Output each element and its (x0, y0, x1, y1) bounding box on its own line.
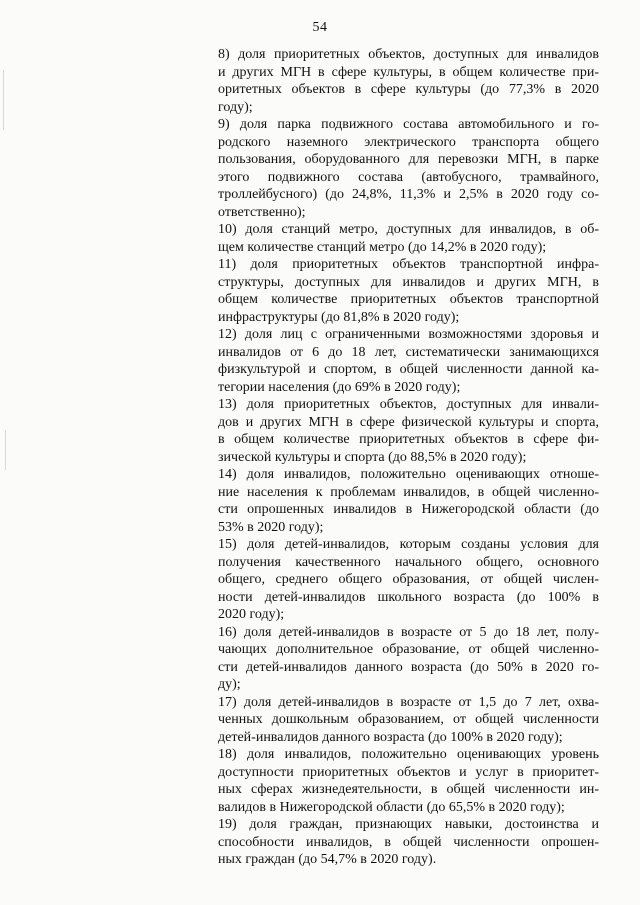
list-item-line: тегории населения (до 69% в 2020 году); (218, 379, 461, 395)
list-item-line: 17) доля детей-инвалидов в возрасте от 1,5 до 7 лет, охва- (218, 694, 599, 710)
list-item (218, 694, 599, 747)
list-item-line: этого подвижного состава (автобусного, трамвайного, (218, 169, 599, 185)
list-item-line: физкультурой и спортом, в общей численности данной ка- (218, 362, 599, 377)
list-item-line: пользования, оборудованного для перевозки МГН, в парке (218, 152, 599, 167)
list-item-line: ние населения к проблемам инвалидов, в общей численно- (218, 484, 599, 500)
list-item-line: структуры, доступных для инвалидов и других МГН, в (218, 274, 599, 290)
list-item (218, 221, 599, 256)
list-item-line: 10) доля станций метро, доступных для инвалидов, в об- (218, 222, 599, 237)
list-item-line: 12) доля лиц с ограниченными возможностями здоровья и (218, 327, 599, 342)
list-item-line: 2020 году); (218, 607, 285, 622)
list-item (218, 466, 599, 536)
list-item-line: валидов в Нижегородской области (до 65,5% в 2020 году); (218, 799, 565, 815)
list-item-line: году); (218, 99, 253, 115)
scan-edge-mark (5, 430, 6, 470)
list-item (218, 816, 599, 869)
list-item-line: 16) доля детей-инвалидов в возрасте от 5 до 18 лет, полу- (218, 624, 599, 640)
list-item-line: 11) доля приоритетных объектов транспортной инфра- (218, 257, 599, 272)
list-item-line: 15) доля детей-инвалидов, которым созданы условия для (218, 537, 599, 552)
list-item-line: в общем количестве приоритетных объектов в сфере фи- (218, 432, 599, 447)
list-item-line: получения качественного начального общего, основного (218, 554, 599, 570)
list-item-line: ных сферах жизнедеятельности, в общей численности ин- (218, 782, 599, 797)
list-item-line: ответственно); (218, 204, 306, 220)
indicator-list (218, 46, 599, 869)
list-item (218, 396, 599, 466)
list-item-line: ду); (218, 677, 241, 692)
list-item-line: троллейбусного) (до 24,8%, 11,3% и 2,5% в 2020 году со- (218, 187, 599, 202)
list-item (218, 746, 599, 816)
list-item-line: 14) доля инвалидов, положительно оценивающих отноше- (218, 467, 599, 482)
page-number: 54 (312, 20, 328, 35)
list-item-line: 18) доля инвалидов, положительно оценивающих уровень (218, 747, 599, 762)
list-item-line: способности инвалидов, в общей численности опрошен- (218, 834, 599, 850)
scan-edge-mark (3, 70, 4, 130)
list-item-line: и других МГН в сфере культуры, в общем количестве при- (218, 64, 599, 80)
list-item-line: общего, среднего общего образования, от общей числен- (218, 572, 599, 587)
list-item-line: щем количестве станций метро (до 14,2% в 2020 году); (218, 239, 547, 255)
list-item (218, 46, 599, 116)
list-item (218, 256, 599, 326)
list-item-line: родского наземного электрического транспорта общего (218, 134, 599, 150)
list-item-line: чающих дополнительное образование, от общей численно- (218, 642, 599, 657)
list-item-line: 9) доля парка подвижного состава автомобильного и го- (218, 117, 599, 132)
list-item (218, 624, 599, 694)
list-item-line: 13) доля приоритетных объектов, доступных для инвали- (218, 397, 599, 412)
list-item (218, 326, 599, 396)
list-item-line: инвалидов от 6 до 18 лет, систематически занимающихся (218, 344, 599, 360)
list-item (218, 536, 599, 624)
list-item-line: доступности приоритетных объектов и услуг в приоритет- (218, 764, 599, 780)
list-item-line: ченных дошкольным образованием, от общей численности (218, 712, 599, 727)
list-item-line: дов и других МГН в сфере физической культуры и спорта, (218, 414, 599, 430)
list-item (218, 116, 599, 221)
list-item-line: сти опрошенных инвалидов в Нижегородской области (до (218, 502, 599, 517)
list-item-line: детей-инвалидов данного возраста (до 100% в 2020 году); (218, 729, 563, 745)
list-item-line: оритетных объектов в сфере культуры (до 77,3% в 2020 (218, 82, 599, 97)
list-item-line: общем количестве приоритетных объектов транспортной (218, 292, 599, 307)
list-item-line: инфраструктуры (до 81,8% в 2020 году); (218, 309, 460, 325)
list-item-line: ности детей-инвалидов школьного возраста (до 100% в (218, 589, 599, 605)
list-item-line: зической культуры и спорта (до 88,5% в 2020 году); (218, 449, 527, 465)
list-item-line: 8) доля приоритетных объектов, доступных для инвалидов (218, 47, 599, 62)
list-item-line: сти детей-инвалидов данного возраста (до 50% в 2020 го- (218, 659, 599, 675)
list-item-line: ных граждан (до 54,7% в 2020 году). (218, 852, 437, 867)
list-item-line: 53% в 2020 году); (218, 519, 324, 535)
list-item-line: 19) доля граждан, признающих навыки, достоинства и (218, 817, 599, 832)
